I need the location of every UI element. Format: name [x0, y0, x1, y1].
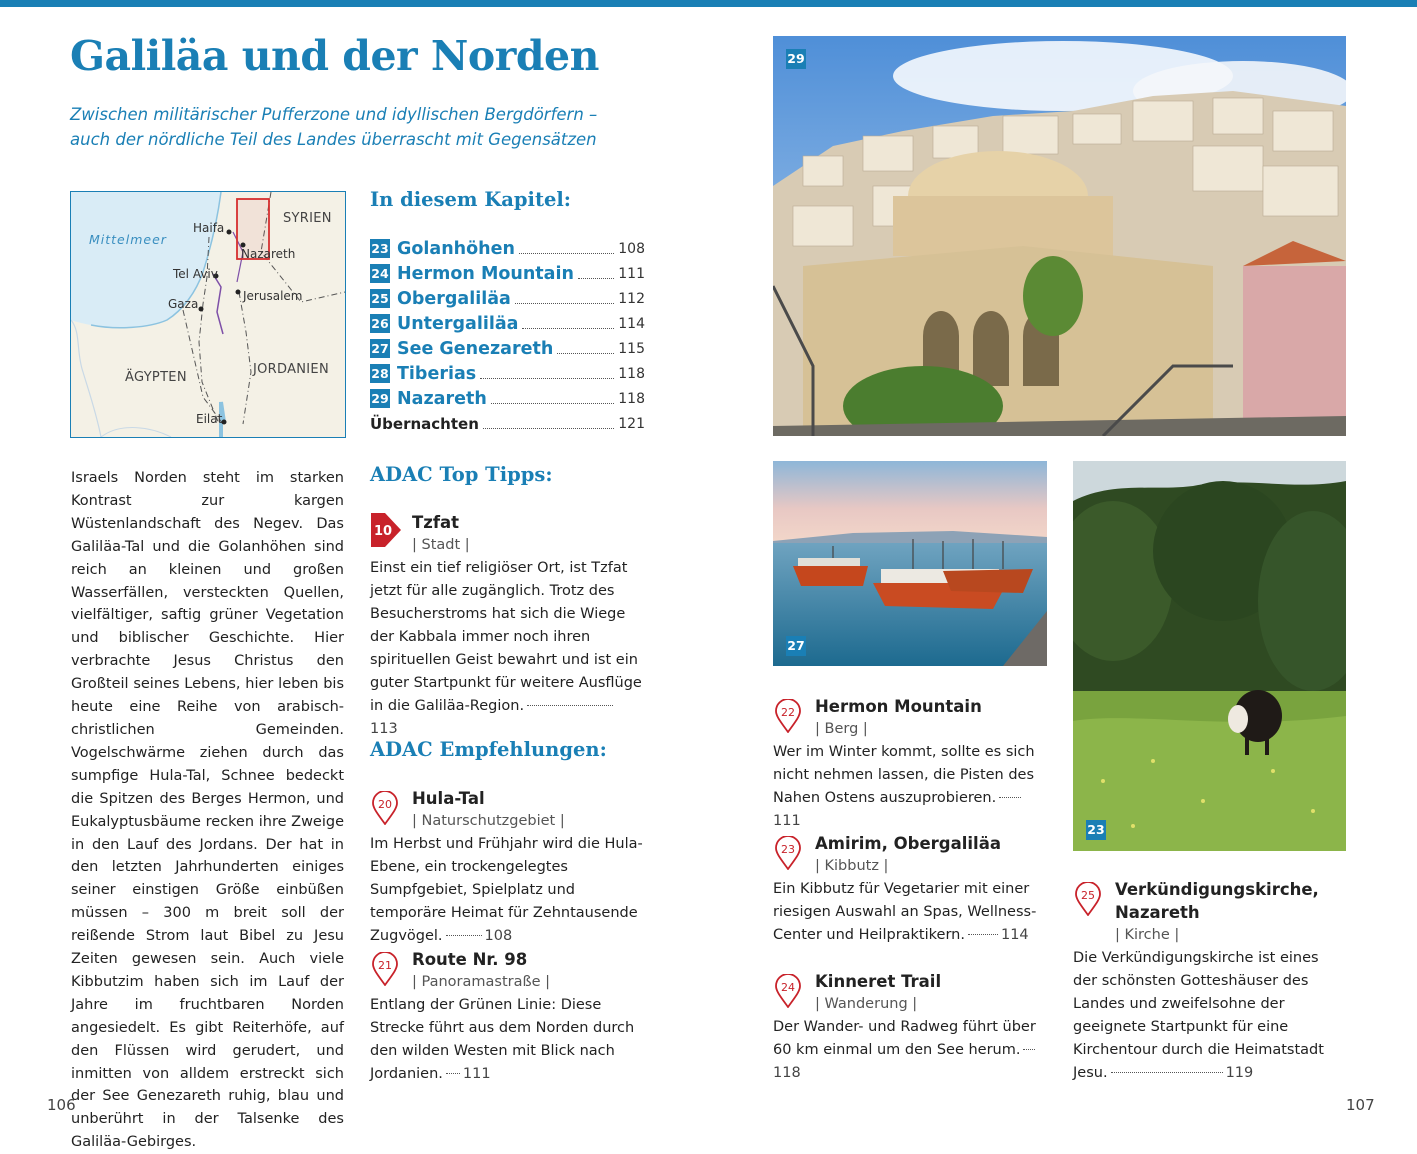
map-label-eilat: Eilat	[196, 412, 223, 426]
toc-number: 23	[371, 241, 389, 256]
top-accent-bar	[0, 0, 1417, 7]
chapter-toc	[370, 236, 645, 436]
toc-number: 26	[371, 316, 389, 331]
toc-page: 121	[618, 415, 645, 432]
location-pin-icon	[774, 699, 802, 733]
entry-title: Route Nr. 98	[412, 950, 528, 969]
toc-leader	[578, 278, 614, 279]
toc-leader	[491, 403, 614, 404]
toc-name: Nazareth	[397, 388, 487, 409]
map-label-tel-aviv: Tel Aviv	[173, 267, 218, 281]
empfehlung-amirim	[773, 832, 1046, 947]
pin-number: 22	[781, 706, 795, 719]
entry-leader	[999, 797, 1021, 798]
entry-description: Wer im Winter kommt, sollte es sich nicht nehmen lassen, die Pisten des Nahen Ostens auszuprobieren.111	[773, 744, 1035, 829]
entry-head	[370, 787, 643, 833]
entry-page: 111	[773, 813, 801, 829]
map-label-haifa: Haifa	[193, 221, 225, 235]
entry-type: | Kirche |	[1115, 927, 1180, 943]
entry-type: | Panoramastraße |	[412, 974, 551, 990]
toc-item[interactable]	[370, 336, 645, 361]
entry-title: Tzfat	[412, 513, 460, 532]
photo-badge: 23	[1086, 820, 1106, 840]
entry-title: Verkündigungskirche,	[1115, 880, 1319, 899]
entry-description: Im Herbst und Frühjahr wird die Hula-Ebene, ein trockengelegtes Sumpfgebiet, Spielplatz und temporäre Heimat für Zehntausende Zugvögel. 108	[370, 836, 643, 944]
pin-number: 20	[378, 798, 392, 811]
entry-leader	[446, 935, 482, 936]
toc-item[interactable]	[370, 286, 645, 311]
toc-leader	[515, 303, 614, 304]
entry-leader	[1023, 1049, 1035, 1050]
chapter-subtitle	[70, 102, 630, 152]
entry-page: 114	[1000, 927, 1029, 943]
entry-page: 113	[370, 721, 398, 737]
entry-type: | Naturschutzgebiet |	[412, 813, 565, 829]
empfehlung-hermon-mountain	[773, 695, 1046, 833]
entry-description: Die Verkündigungskirche ist eines der schönsten Gotteshäuser des Landes und zweifelsohne der geeignete Startpunkt für eine Kirchentour durch die Heimatstadt Jesu. 119	[1073, 950, 1324, 1081]
entry-description: Einst ein tief religiöser Ort, ist Tzfat jetzt für alle zugänglich. Trotz des Besucherstroms hat sich die Wiege der Kabbala immer noch ihren spirituellen Geist bewahrt und ist ein guter Startpunkt für weitere Ausflüge in die Galiläa-Region.113	[370, 560, 642, 737]
entry-description: Entlang der Grünen Linie: Diese Strecke führt aus dem Norden durch den wilden Westen mit Blick nach Jordanien. 111	[370, 997, 635, 1082]
top-tipps-heading: ADAC Top Tipps:	[370, 463, 553, 486]
location-pin-icon	[371, 791, 399, 825]
toc-item[interactable]	[370, 311, 645, 336]
toc-number: 24	[371, 266, 389, 281]
entry-title-line-2: Nazareth	[1115, 903, 1200, 922]
toc-item[interactable]	[370, 261, 645, 286]
toc-page: 112	[618, 290, 645, 307]
photo-nazareth-graphic	[773, 36, 1346, 436]
chapter-title: Galiläa und der Norden	[70, 32, 599, 80]
toc-item-uebernachten[interactable]	[370, 411, 645, 436]
photo-boats	[773, 461, 1047, 666]
toc-number: 25	[371, 291, 389, 306]
entry-page: 108	[484, 928, 513, 944]
toc-name: See Genezareth	[397, 338, 554, 359]
entry-page: 119	[1225, 1065, 1254, 1081]
entry-head	[1073, 878, 1346, 947]
top-tipp-tzfat	[370, 511, 643, 741]
entry-head	[773, 832, 1046, 878]
empfehlung-kinneret-trail	[773, 970, 1046, 1085]
entry-page: 118	[773, 1065, 801, 1081]
entry-head	[370, 511, 643, 557]
top-tipp-arrow-icon	[371, 513, 401, 547]
photo-cow	[1073, 461, 1346, 851]
location-pin-icon	[371, 952, 399, 986]
location-pin-icon	[774, 974, 802, 1008]
map-label-sea: Mittelmeer	[89, 232, 167, 247]
map-label-jordanien: JORDANIEN	[253, 362, 329, 377]
empfehlung-verkuendigungskirche	[1073, 878, 1346, 1085]
page-number-left: 106	[47, 1096, 76, 1114]
toc-leader	[519, 253, 614, 254]
toc-page: 115	[618, 340, 645, 357]
toc-leader	[522, 328, 614, 329]
location-pin-icon	[1074, 882, 1102, 916]
intro-text: Israels Norden steht im starken Kontrast zur kargen Wüstenlandschaft des Negev. Das Galiläa-Tal und die Golanhöhen sind reich an kleinen und großen Wasserfällen, versteckten Quellen, vielfältiger, saftig grüner Vegetation und biblischer Geschichte. Hier verbrachte Jesus Christus den Großteil seines Lebens, hier leben bis heute eine Reihe von arabisch-christlichen Gemeinden. Vogelschwärme ziehen durch das sumpfige Hula-Tal, Schnee bedeckt die Spitzen des Berges Hermon, und Eukalyptusbäume recken ihre Zweige in den Lauf des Jordans. Der hat in den letzten Jahrhunderten einiges seiner einstigen Größe einbüßen müssen – 300 m breit soll der reißende Strom laut Bibel zu Jesu Zeiten gewesen sein. Auch viele Kibbutzim haben sich im Lauf der Jahre im fruchtbaren Norden angesiedelt. Es gibt Reiterhöfe, auf den Flüssen wird gerudert, und inmitten von alldem erstreckt sich der See Genezareth ruhig, blau und unberührt in der Talsenke des Galiläa-Gebirges.	[71, 470, 344, 1151]
toc-item[interactable]	[370, 361, 645, 386]
toc-item[interactable]	[370, 386, 645, 411]
entry-leader	[1111, 1072, 1223, 1073]
toc-page: 118	[618, 390, 645, 407]
map-label-nazareth: Nazareth	[241, 247, 296, 261]
photo-badge: 29	[786, 49, 806, 69]
toc-name: Tiberias	[397, 363, 477, 384]
toc-item[interactable]	[370, 236, 645, 261]
entry-page: 111	[462, 1066, 491, 1082]
entry-type: | Stadt |	[412, 537, 470, 553]
pin-number: 21	[378, 959, 392, 972]
entry-leader	[527, 705, 613, 706]
toc-number: 29	[371, 391, 389, 406]
empfehlung-route-98	[370, 948, 643, 1086]
toc-name: Golanhöhen	[397, 238, 515, 259]
toc-heading: In diesem Kapitel:	[370, 188, 571, 211]
toc-name: Übernachten	[370, 414, 479, 433]
entry-leader	[968, 934, 998, 935]
entry-head	[773, 970, 1046, 1016]
toc-page: 108	[618, 240, 645, 257]
toc-page: 114	[618, 315, 645, 332]
entry-title: Hula-Tal	[412, 789, 485, 808]
toc-number: 28	[371, 366, 389, 381]
photo-nazareth	[773, 36, 1346, 436]
toc-page: 111	[618, 265, 645, 282]
entry-description: Der Wander- und Radweg führt über 60 km einmal um den See herum.118	[773, 1019, 1036, 1081]
pin-number: 25	[1081, 889, 1095, 902]
entry-leader	[446, 1073, 460, 1074]
top-tipp-number: 10	[373, 524, 393, 539]
toc-name: Untergaliläa	[397, 313, 519, 334]
entry-type: | Wanderung |	[815, 996, 918, 1012]
photo-badge: 27	[786, 636, 806, 656]
subtitle-line-1: Zwischen militärischer Pufferzone und idyllischen Bergdörfern –	[70, 105, 598, 124]
empfehlungen-heading: ADAC Empfehlungen:	[370, 738, 607, 761]
region-map	[70, 191, 346, 438]
map-label-syrien: SYRIEN	[283, 211, 332, 226]
toc-leader	[557, 353, 614, 354]
map-label-aegypten: ÄGYPTEN	[125, 370, 187, 385]
entry-description: Ein Kibbutz für Vegetarier mit einer riesigen Auswahl an Spas, Wellness-Center und Heilpraktikern. 114	[773, 881, 1037, 943]
pin-number: 23	[781, 843, 795, 856]
map-label-gaza: Gaza	[168, 297, 199, 311]
toc-leader	[483, 428, 614, 429]
toc-leader	[480, 378, 614, 379]
entry-type: | Kibbutz |	[815, 858, 889, 874]
entry-head	[370, 948, 643, 994]
page-number-right: 107	[1346, 1096, 1375, 1114]
entry-title: Kinneret Trail	[815, 972, 942, 991]
map-label-jerusalem: Jerusalem	[243, 289, 303, 303]
toc-name: Hermon Mountain	[397, 263, 574, 284]
entry-title: Hermon Mountain	[815, 697, 982, 716]
subtitle-line-2: auch der nördliche Teil des Landes überrascht mit Gegensätzen	[70, 130, 597, 149]
photo-cow-graphic	[1073, 461, 1346, 851]
photo-boats-graphic	[773, 461, 1047, 666]
empfehlung-hula-tal	[370, 787, 643, 948]
toc-number: 27	[371, 341, 389, 356]
pin-number: 24	[781, 981, 795, 994]
toc-page: 118	[618, 365, 645, 382]
entry-type: | Berg |	[815, 721, 868, 737]
toc-name: Obergaliläa	[397, 288, 511, 309]
location-pin-icon	[774, 836, 802, 870]
entry-title: Amirim, Obergaliläa	[815, 834, 1001, 853]
entry-head	[773, 695, 1046, 741]
